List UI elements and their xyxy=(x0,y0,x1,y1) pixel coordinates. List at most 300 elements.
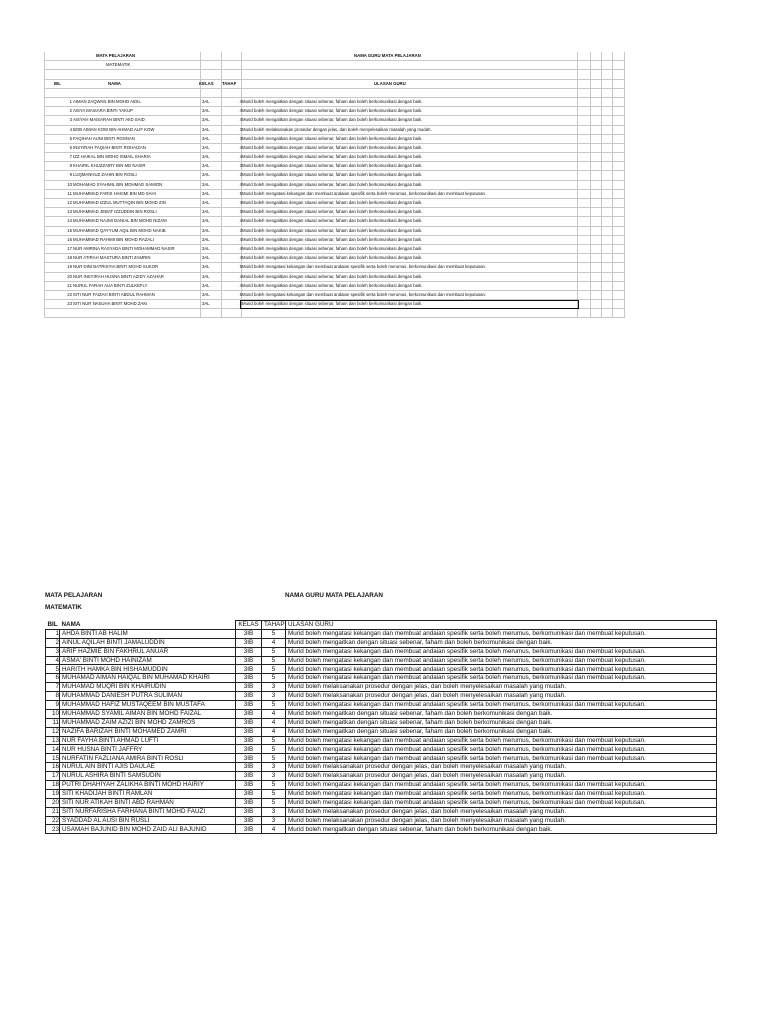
cell-nama[interactable]: INSYIRAH FAQIAH BINTI ROHAIZAN xyxy=(73,144,146,150)
cell-ulasan[interactable]: Murid boleh mengaitkan dengan situasi sebenar, faham dan boleh berkomunikasi dengan baik. xyxy=(242,117,423,123)
cell-ulasan[interactable]: Murid boleh mengaitkan dengan situasi sebenar, faham dan boleh berkomunikasi dengan baik. xyxy=(242,108,423,114)
cell-bil[interactable]: 10 xyxy=(46,709,60,718)
cell-nama[interactable]: AHDA BINTI AB HALIM xyxy=(60,629,236,638)
cell-nama[interactable]: MUHAMMAD SYAMIL AIMAN BIN MOHD FAIZAL xyxy=(60,709,236,718)
cell-kelas[interactable]: 3AL xyxy=(202,126,210,132)
column-header-kelas: KELAS xyxy=(199,80,214,86)
cell-nama[interactable]: MUHAMMAD QAYYUM AQIL BIN MOHD NAKIB xyxy=(73,227,166,233)
cell-nama[interactable]: SITI NUR ATIKAH BINTI ABD RAHMAN xyxy=(60,798,236,807)
top-empty-row[interactable] xyxy=(44,309,624,318)
cell-kelas[interactable]: 3AL xyxy=(202,255,210,261)
cell-ulasan[interactable]: Murid boleh mengatasi kekangan dan membuat andaian spesifik serta boleh merumus, berkomunikasi dan membuat keputusan. xyxy=(286,665,717,674)
table-row xyxy=(46,656,717,665)
cell-bil[interactable]: 2 xyxy=(46,638,60,647)
cell-ulasan[interactable]: Murid boleh mengaitkan dengan situasi sebenar, faham dan boleh berkomunikasi dengan baik. xyxy=(242,172,423,178)
cell-kelas[interactable]: 3IB xyxy=(236,718,262,727)
cell-tahap[interactable]: 4 xyxy=(239,98,242,104)
cell-nama[interactable]: BOB AIMAN KOW BIN AHMAD ALIF KOW xyxy=(73,126,155,132)
table-row xyxy=(44,282,624,291)
cell-ulasan[interactable]: Murid boleh mengaitkan dengan situasi sebenar, faham dan boleh berkomunikasi dengan baik. xyxy=(242,200,423,205)
cell-ulasan[interactable]: Murid boleh mengaitkan dengan situasi sebenar, faham dan boleh berkomunikasi dengan baik. xyxy=(286,638,717,647)
table-row xyxy=(46,745,717,754)
column-header-row xyxy=(46,621,717,630)
cell-kelas[interactable]: 3AL xyxy=(202,301,210,307)
cell-bil[interactable]: 13 xyxy=(46,736,60,745)
cell-kelas[interactable]: 3IB xyxy=(236,763,262,772)
table-row xyxy=(46,674,717,683)
cell-bil[interactable]: 11 xyxy=(67,190,72,196)
table-row xyxy=(46,736,717,745)
cell-bil[interactable]: 16 xyxy=(67,236,72,242)
table-row xyxy=(46,825,717,834)
cell-kelas[interactable]: 3AL xyxy=(202,218,210,224)
cell-kelas[interactable]: 3AL xyxy=(202,98,210,104)
cell-kelas[interactable]: 3IB xyxy=(236,727,262,736)
cell-ulasan[interactable]: Murid boleh mengaitkan dengan situasi sebenar, faham dan boleh berkomunikasi dengan baik. xyxy=(242,255,423,261)
teacher-name-label: NAMA GURU MATA PELAJARAN xyxy=(354,53,421,58)
cell-tahap[interactable]: 5 xyxy=(262,789,286,798)
cell-tahap[interactable]: 4 xyxy=(239,154,242,160)
top-spacer-row xyxy=(44,70,624,79)
cell-kelas[interactable]: 3IB xyxy=(236,656,262,665)
cell-tahap[interactable]: 5 xyxy=(262,745,286,754)
cell-nama[interactable]: USAMAH BAJUNID BIN MOHD ZAID ALI BAJUNID xyxy=(60,825,236,834)
cell-tahap[interactable]: 4 xyxy=(262,718,286,727)
cell-nama[interactable]: NAZIFA BARIZAH BINTI MOHAMED ZAMRI xyxy=(60,727,236,736)
cell-kelas[interactable]: 3IB xyxy=(236,701,262,710)
cell-tahap[interactable]: 3 xyxy=(262,772,286,781)
cell-nama[interactable]: MUHAMMAD NAJMI DANIAL BIN MOHD NIZAM xyxy=(73,218,167,224)
cell-ulasan[interactable]: Murid boleh mengatasi kekangan dan membuat andaian spesifik serta boleh merumus, berkomunikasi dan membuat keputusan. xyxy=(242,190,487,196)
top-header-row-2 xyxy=(44,61,624,70)
cell-tahap[interactable]: 4 xyxy=(239,273,242,279)
cell-bil[interactable]: 18 xyxy=(67,255,72,261)
cell-bil[interactable]: 22 xyxy=(67,291,72,297)
cell-bil[interactable]: 19 xyxy=(46,789,60,798)
cell-tahap[interactable]: 4 xyxy=(239,301,242,307)
cell-bil[interactable]: 23 xyxy=(67,301,72,307)
cell-tahap[interactable]: 5 xyxy=(239,264,242,270)
subject-label: MATA PELAJARAN xyxy=(96,53,136,58)
cell-ulasan[interactable]: Murid boleh mengatasi kekangan dan membuat andaian spesifik serta boleh merumus, berkomunikasi dan membuat keputusan. xyxy=(286,781,717,790)
table-row xyxy=(44,135,624,144)
cell-tahap[interactable]: 3 xyxy=(239,172,242,178)
cell-nama[interactable]: MUHAMMAD DANIESH PUTRA SULIMAN xyxy=(60,692,236,701)
cell-kelas[interactable]: 3AL xyxy=(202,154,210,160)
cell-tahap[interactable]: 3 xyxy=(239,209,242,215)
cell-nama[interactable]: LUQMANHUZ ZAHIN BIN ROSLI xyxy=(73,172,137,178)
cell-ulasan[interactable]: Murid boleh mengaitkan dengan situasi sebenar, faham dan boleh berkomunikasi dengan baik. xyxy=(242,218,423,224)
cell-bil[interactable]: 21 xyxy=(67,282,72,288)
cell-nama[interactable]: NURFATIN FAZLIANA AMIRA BINTI ROSLI xyxy=(60,754,236,763)
cell-nama[interactable]: MUHAMAD MUQRI BIN KHAIRUDIN xyxy=(60,683,236,692)
cell-tahap[interactable]: 4 xyxy=(239,245,242,251)
table-row xyxy=(46,709,717,718)
cell-nama[interactable]: SITI NUR NASUHA BINTI MOHD ZAKI xyxy=(73,301,148,307)
cell-ulasan[interactable]: Murid boleh mengatasi kekangan dan membuat andaian spesifik serta boleh merumus, berkomunikasi dan membuat keputusan. xyxy=(286,789,717,798)
cell-nama[interactable]: AINUL AQILAH BINTI JAMALUDDIN xyxy=(60,638,236,647)
cell-ulasan[interactable]: Murid boleh mengaitkan dengan situasi sebenar, faham dan boleh berkomunikasi dengan baik. xyxy=(286,825,717,834)
cell-ulasan[interactable]: Murid boleh mengaitkan dengan situasi sebenar, faham dan boleh berkomunikasi dengan baik. xyxy=(242,98,423,104)
cell-ulasan[interactable]: Murid boleh mengaitkan dengan situasi sebenar, faham dan boleh berkomunikasi dengan baik. xyxy=(242,273,423,279)
cell-ulasan[interactable]: Murid boleh melaksanakan prosedur dengan jelas, dan boleh menyelesaikan masalah yang mudah. xyxy=(286,807,717,816)
cell-nama[interactable]: NURUL FARAH AUA BINTI ZULKEFLY xyxy=(73,282,148,288)
cell-tahap[interactable]: 4 xyxy=(239,218,242,224)
table-row xyxy=(46,638,717,647)
cell-ulasan[interactable]: Murid boleh mengaitkan dengan situasi sebenar, faham dan boleh berkomunikasi dengan baik. xyxy=(242,209,423,215)
cell-kelas[interactable]: 3AL xyxy=(202,245,210,251)
cell-bil[interactable]: 9 xyxy=(69,172,72,178)
table-row xyxy=(44,245,624,254)
cell-ulasan[interactable]: Murid boleh mengaitkan dengan situasi sebenar, faham dan boleh berkomunikasi dengan baik. xyxy=(286,727,717,736)
cell-kelas[interactable]: 3AL xyxy=(202,200,210,205)
cell-bil[interactable]: 4 xyxy=(46,656,60,665)
cell-tahap[interactable]: 3 xyxy=(262,816,286,825)
table-row xyxy=(44,273,624,282)
cell-tahap[interactable]: 3 xyxy=(239,163,242,169)
cell-kelas[interactable]: 3IB xyxy=(236,807,262,816)
top-sheet xyxy=(44,52,624,318)
table-row xyxy=(46,763,717,772)
cell-tahap[interactable]: 5 xyxy=(262,781,286,790)
cell-nama[interactable]: AISYAH MAISARAH BINTI AIID SAID xyxy=(73,117,145,123)
cell-nama[interactable]: HARITH HAMKA BIN HISHAMUDDIN xyxy=(60,665,236,674)
cell-nama[interactable]: SITI NURFARISHA FARHANA BINTI MOHD FAUZI xyxy=(60,807,236,816)
cell-bil[interactable]: 3 xyxy=(46,647,60,656)
table-row xyxy=(44,98,624,107)
cell-kelas[interactable]: 3AL xyxy=(202,273,210,279)
cell-ulasan[interactable]: Murid boleh mengatasi kekangan dan membuat andaian spesifik serta boleh merumus, berkomunikasi dan membuat keputusan. xyxy=(286,798,717,807)
table-row xyxy=(46,692,717,701)
column-header-bil: BIL xyxy=(47,620,58,628)
cell-bil[interactable]: 22 xyxy=(46,816,60,825)
cell-kelas[interactable]: 3IB xyxy=(236,754,262,763)
cell-nama[interactable]: SYADDAD AL AUSI BIN RUSLI xyxy=(60,816,236,825)
cell-nama[interactable]: NURUL ASHIRA BINTI SAMSUDIN xyxy=(60,772,236,781)
table-row xyxy=(46,781,717,790)
top-header-row-1 xyxy=(44,52,624,61)
cell-bil[interactable]: 21 xyxy=(46,807,60,816)
cell-tahap[interactable]: 4 xyxy=(239,255,242,261)
table-row xyxy=(46,816,717,825)
table-row xyxy=(44,199,624,208)
cell-bil[interactable]: 15 xyxy=(46,754,60,763)
cell-kelas[interactable]: 3AL xyxy=(202,209,210,215)
cell-kelas[interactable]: 3IB xyxy=(236,638,262,647)
cell-nama[interactable]: MUHAMMAD RAHIMI BIN MOHD RAZALI xyxy=(73,236,154,242)
cell-nama[interactable]: PUTRI DHAHIYAH ZALIKHA BINTI MOHD HAIRIY xyxy=(60,781,236,790)
cell-ulasan[interactable]: Murid boleh melaksanakan prosedur dengan jelas, dan boleh menyelesaikan masalah yang mudah. xyxy=(286,772,717,781)
cell-kelas[interactable]: 3AL xyxy=(202,264,210,270)
cell-nama[interactable]: MUHAMMAD HAFIZ MUSTAQEEM BIN MUSTAFA xyxy=(60,701,236,710)
cell-bil[interactable]: 12 xyxy=(67,200,72,205)
cell-ulasan[interactable]: Murid boleh mengaitkan dengan situasi sebenar, faham dan boleh berkomunikasi dengan baik. xyxy=(286,718,717,727)
cell-bil[interactable]: 16 xyxy=(46,763,60,772)
table-row xyxy=(44,116,624,125)
cell-ulasan[interactable]: Murid boleh mengaitkan dengan situasi sebenar, faham dan boleh berkomunikasi dengan baik. xyxy=(242,245,423,251)
table-row xyxy=(44,190,624,199)
bottom-table xyxy=(45,620,717,834)
cell-nama[interactable]: AIMAN ZAQWAN BIN MOHD AIDIL xyxy=(73,98,141,104)
cell-bil[interactable]: 7 xyxy=(69,154,72,160)
cell-tahap[interactable]: 5 xyxy=(262,798,286,807)
cell-bil[interactable]: 17 xyxy=(46,772,60,781)
cell-ulasan[interactable]: Murid boleh mengatasi kekangan dan membuat andaian spesifik serta boleh merumus, berkomunikasi dan membuat keputusan. xyxy=(286,701,717,710)
cell-tahap[interactable]: 4 xyxy=(262,727,286,736)
table-row xyxy=(46,807,717,816)
cell-nama[interactable]: MUHAMMAD IZZUL MUTTAQIN BIN MOHD ZIN xyxy=(73,200,166,205)
cell-nama[interactable]: MUHAMMAD JEBAT IZZUDDIN BIN ROSLI xyxy=(73,209,157,215)
cell-ulasan[interactable]: Murid boleh mengatasi kekangan dan membuat andaian spesifik serta boleh merumus, berkomunikasi dan membuat keputusan. xyxy=(286,674,717,683)
cell-bil[interactable]: 13 xyxy=(67,209,72,215)
cell-nama[interactable]: NUR HUSNA BINTI JAFFRY xyxy=(60,745,236,754)
cell-kelas[interactable]: 3IB xyxy=(236,683,262,692)
cell-kelas[interactable]: 3IB xyxy=(236,692,262,701)
cell-nama[interactable]: SITI KHADIJAH BINTI RAMLAN xyxy=(60,789,236,798)
teacher-name-label: NAMA GURU MATA PELAJARAN xyxy=(285,592,383,599)
cell-nama[interactable]: NUR ATIRAH MASTURA BINTI ZAMRIN xyxy=(73,255,151,261)
table-row xyxy=(44,107,624,116)
cell-nama[interactable]: NUR AMRINA RASYADA BINTI MOHAMMAD NASIR xyxy=(73,245,175,251)
cell-kelas[interactable]: 3IB xyxy=(236,789,262,798)
cell-ulasan[interactable]: Murid boleh melaksanakan prosedur dengan jelas, dan boleh menyelesaikan masalah yang mudah. xyxy=(286,763,717,772)
cell-tahap[interactable]: 4 xyxy=(239,282,242,288)
column-header-tahap: TAHAP xyxy=(262,621,286,630)
cell-bil[interactable]: 8 xyxy=(46,692,60,701)
cell-kelas[interactable]: 3IB xyxy=(236,674,262,683)
cell-tahap[interactable]: 5 xyxy=(262,629,286,638)
cell-nama[interactable]: NUR INSYIRAH HUSNA BINTI AZIDY AZAHAR xyxy=(73,273,164,279)
cell-tahap[interactable]: 5 xyxy=(262,647,286,656)
cell-ulasan[interactable]: Murid boleh mengaitkan dengan situasi sebenar, faham dan boleh berkomunikasi dengan baik. xyxy=(242,227,423,233)
cell-bil[interactable]: 5 xyxy=(69,135,72,141)
cell-nama[interactable]: ASMA' BINTI MOHD HAINIZAM xyxy=(60,656,236,665)
cell-nama[interactable]: FAQIHAH AUNI BINTI ROSNAN xyxy=(73,135,135,141)
cell-ulasan[interactable]: Murid boleh mengaitkan dengan situasi sebenar, faham dan boleh berkomunikasi dengan baik. xyxy=(242,282,423,288)
cell-bil[interactable]: 20 xyxy=(67,273,72,279)
cell-tahap[interactable]: 3 xyxy=(262,763,286,772)
bottom-header xyxy=(45,590,383,614)
table-row xyxy=(44,227,624,236)
cell-bil[interactable]: 7 xyxy=(46,683,60,692)
table-row xyxy=(44,236,624,245)
cell-kelas[interactable]: 3AL xyxy=(202,291,210,297)
cell-kelas[interactable]: 3IB xyxy=(236,665,262,674)
table-row xyxy=(46,665,717,674)
table-row xyxy=(44,144,624,153)
cell-bil[interactable]: 1 xyxy=(69,98,72,104)
cell-bil[interactable]: 5 xyxy=(46,665,60,674)
top-rows xyxy=(44,98,624,309)
cell-ulasan[interactable]: Murid boleh mengatasi kekangan dan membuat andaian spesifik serta boleh merumus, berkomunikasi dan membuat keputusan. xyxy=(286,736,717,745)
cell-bil[interactable]: 18 xyxy=(46,781,60,790)
cell-bil[interactable]: 20 xyxy=(46,798,60,807)
cell-bil[interactable]: 11 xyxy=(46,718,60,727)
cell-kelas[interactable]: 3AL xyxy=(202,181,210,187)
cell-ulasan[interactable]: Murid boleh mengaitkan dengan situasi sebenar, faham dan boleh berkomunikasi dengan baik. xyxy=(242,135,423,141)
table-row xyxy=(46,789,717,798)
cell-bil[interactable]: 3 xyxy=(69,117,72,123)
column-header-ulasan: ULASAN GURU xyxy=(286,621,717,630)
cell-tahap[interactable]: 5 xyxy=(262,754,286,763)
cell-kelas[interactable]: 3IB xyxy=(236,772,262,781)
cell-bil[interactable]: 4 xyxy=(69,126,72,132)
cell-tahap[interactable]: 5 xyxy=(262,665,286,674)
subject-label: MATA PELAJARAN xyxy=(45,592,103,599)
cell-ulasan[interactable]: Murid boleh mengatasi kekangan dan membuat andaian spesifik serta boleh merumus, berkomunikasi dan membuat keputusan. xyxy=(242,291,487,297)
table-row xyxy=(44,217,624,226)
cell-nama[interactable]: AISYA MAISARA BINTI YAKUP xyxy=(73,108,133,114)
cell-tahap[interactable]: 4 xyxy=(239,181,242,187)
cell-ulasan[interactable]: Murid boleh mengatasi kekangan dan membuat andaian spesifik serta boleh merumus, berkomunikasi dan membuat keputusan. xyxy=(242,264,487,270)
cell-kelas[interactable]: 3AL xyxy=(202,117,210,123)
table-row xyxy=(46,727,717,736)
table-row xyxy=(44,208,624,217)
cell-nama[interactable]: MUHAMMAD ZAIM AZIZI BIN MOHD ZAMROS xyxy=(60,718,236,727)
cell-kelas[interactable]: 3IB xyxy=(236,781,262,790)
cell-kelas[interactable]: 3AL xyxy=(202,190,210,196)
cell-ulasan[interactable]: Murid boleh mengatasi kekangan dan membuat andaian spesifik serta boleh merumus, berkomunikasi dan membuat keputusan. xyxy=(286,754,717,763)
cell-nama[interactable]: NURUL AIN BINTI AJIS DAULAE xyxy=(60,763,236,772)
cell-bil[interactable]: 14 xyxy=(46,745,60,754)
cell-nama[interactable]: MOHAMAD SYAHMIL BIN MOHMAD SAMION xyxy=(73,181,163,187)
cell-ulasan[interactable]: Murid boleh melaksanakan prosedur dengan jelas, dan boleh menyelesaikan masalah yang mudah. xyxy=(286,816,717,825)
cell-bil[interactable]: 19 xyxy=(67,264,72,270)
cell-kelas[interactable]: 3AL xyxy=(202,227,210,233)
cell-nama[interactable]: KHAIRIL KHUZZAIRY BIN MD NASIR xyxy=(73,163,146,169)
top-spacer-row xyxy=(44,89,624,98)
table-row xyxy=(44,263,624,272)
cell-tahap[interactable]: 3 xyxy=(262,807,286,816)
column-header-nama: NAMA xyxy=(108,80,121,86)
table-row xyxy=(44,153,624,162)
cell-bil[interactable]: 2 xyxy=(69,108,72,114)
table-row xyxy=(44,126,624,135)
cell-tahap[interactable]: 4 xyxy=(239,144,242,150)
cell-ulasan[interactable]: Murid boleh mengatasi kekangan dan membuat andaian spesifik serta boleh merumus, berkomunikasi dan membuat keputusan. xyxy=(286,656,717,665)
cell-bil[interactable]: 10 xyxy=(67,181,72,187)
cell-nama[interactable]: ARIF HAZMIE BIN FAKHRUL ANUAR xyxy=(60,647,236,656)
cell-kelas[interactable]: 3AL xyxy=(202,282,210,288)
cell-kelas[interactable]: 3AL xyxy=(202,236,210,242)
cell-tahap[interactable]: 3 xyxy=(239,135,242,141)
cell-ulasan[interactable]: Murid boleh melaksanakan prosedur dengan jelas, dan boleh menyelesaikan masalah yang mudah. xyxy=(286,683,717,692)
cell-ulasan[interactable]: Murid boleh mengatasi kekangan dan membuat andaian spesifik serta boleh merumus, berkomunikasi dan membuat keputusan. xyxy=(286,629,717,638)
cell-bil[interactable]: 6 xyxy=(46,674,60,683)
cell-tahap[interactable]: 5 xyxy=(239,291,242,297)
cell-ulasan[interactable]: Murid boleh mengaitkan dengan situasi sebenar, faham dan boleh berkomunikasi dengan baik. xyxy=(242,301,423,307)
cell-kelas[interactable]: 3IB xyxy=(236,816,262,825)
cell-tahap[interactable]: 3 xyxy=(239,126,242,132)
cell-ulasan[interactable]: Murid boleh mengaitkan dengan situasi sebenar, faham dan boleh berkomunikasi dengan baik. xyxy=(242,236,423,242)
cell-bil[interactable]: 1 xyxy=(46,629,60,638)
cell-bil[interactable]: 17 xyxy=(67,245,72,251)
cell-tahap[interactable]: 4 xyxy=(239,108,242,114)
cell-kelas[interactable]: 3IB xyxy=(236,709,262,718)
cell-kelas[interactable]: 3AL xyxy=(202,135,210,141)
cell-ulasan[interactable]: Murid boleh mengatasi kekangan dan membuat andaian spesifik serta boleh merumus, berkomunikasi dan membuat keputusan. xyxy=(286,647,717,656)
cell-nama[interactable]: MUHAMMAD FARIS HAKIMI BIN MD SAHI xyxy=(73,190,156,196)
cell-bil[interactable]: 9 xyxy=(46,701,60,710)
cell-tahap[interactable]: 4 xyxy=(262,709,286,718)
cell-bil[interactable]: 15 xyxy=(67,227,72,233)
cell-bil[interactable]: 14 xyxy=(67,218,72,224)
cell-ulasan[interactable]: Murid boleh melaksanakan prosedur dengan jelas, dan boleh menyelesaikan masalah yang mudah. xyxy=(286,692,717,701)
cell-ulasan[interactable]: Murid boleh mengaitkan dengan situasi sebenar, faham dan boleh berkomunikasi dengan baik. xyxy=(242,181,423,187)
cell-nama[interactable]: NUR FAYHA BINTI AHMAD LUFTI xyxy=(60,736,236,745)
cell-nama[interactable]: MUHAMAD AIMAN HAIQAL BIN MUHAMAD KHAIRI xyxy=(60,674,236,683)
cell-tahap[interactable]: 4 xyxy=(239,200,242,205)
table-row xyxy=(44,300,624,309)
cell-tahap[interactable]: 5 xyxy=(262,674,286,683)
column-header-nama: NAMA xyxy=(60,621,236,630)
cell-tahap[interactable]: 3 xyxy=(262,683,286,692)
cell-kelas[interactable]: 3IB xyxy=(236,745,262,754)
table-row xyxy=(44,181,624,190)
cell-nama[interactable]: NUR DINI BATRISYIA BINTI MOHD SUKOR xyxy=(73,264,159,270)
table-row xyxy=(44,171,624,180)
cell-ulasan[interactable]: Murid boleh mengaitkan dengan situasi sebenar, faham dan boleh berkomunikasi dengan baik. xyxy=(286,709,717,718)
column-header-tahap: TAHAP xyxy=(222,80,237,86)
table-row xyxy=(46,701,717,710)
cell-tahap[interactable]: 3 xyxy=(262,692,286,701)
cell-bil[interactable]: 8 xyxy=(69,163,72,169)
cell-tahap[interactable]: 4 xyxy=(239,236,242,242)
cell-bil[interactable]: 12 xyxy=(46,727,60,736)
cell-ulasan[interactable]: Murid boleh melaksanakan prosedur dengan jelas, dan boleh menyelesaikan masalah yang mudah. xyxy=(242,126,432,132)
cell-tahap[interactable]: 4 xyxy=(239,117,242,123)
cell-tahap[interactable]: 4 xyxy=(262,638,286,647)
cell-tahap[interactable]: 3 xyxy=(239,227,242,233)
cell-ulasan[interactable]: Murid boleh mengaitkan dengan situasi sebenar, faham dan boleh berkomunikasi dengan baik. xyxy=(242,154,423,160)
cell-tahap[interactable]: 5 xyxy=(262,656,286,665)
column-header-bil: BIL xyxy=(54,80,61,86)
subject-value: MATEMATIK xyxy=(106,62,131,68)
cell-tahap[interactable]: 5 xyxy=(239,190,242,196)
cell-tahap[interactable]: 4 xyxy=(262,825,286,834)
cell-tahap[interactable]: 5 xyxy=(262,736,286,745)
cell-ulasan[interactable]: Murid boleh mengatasi kekangan dan membuat andaian spesifik serta boleh merumus, berkomunikasi dan membuat keputusan. xyxy=(286,745,717,754)
cell-kelas[interactable]: 3AL xyxy=(202,163,210,169)
cell-ulasan[interactable]: Murid boleh mengaitkan dengan situasi sebenar, faham dan boleh berkomunikasi dengan baik. xyxy=(242,144,423,150)
cell-kelas[interactable]: 3IB xyxy=(236,736,262,745)
cell-bil[interactable]: 6 xyxy=(69,144,72,150)
cell-kelas[interactable]: 3AL xyxy=(202,172,210,178)
table-row xyxy=(46,718,717,727)
table-row xyxy=(46,629,717,638)
cell-nama[interactable]: IZZ HAIKAL BIN MOHD ISMAIL SHARIA xyxy=(73,154,151,160)
cell-ulasan[interactable]: Murid boleh mengaitkan dengan situasi sebenar, faham dan boleh berkomunikasi dengan baik. xyxy=(242,163,423,169)
cell-kelas[interactable]: 3IB xyxy=(236,647,262,656)
cell-kelas[interactable]: 3IB xyxy=(236,825,262,834)
table-row xyxy=(46,798,717,807)
cell-tahap[interactable]: 5 xyxy=(262,701,286,710)
table-row xyxy=(46,683,717,692)
column-header-ulasan: ULASAN GURU xyxy=(374,80,406,86)
cell-kelas[interactable]: 3AL xyxy=(202,144,210,150)
cell-bil[interactable]: 23 xyxy=(46,825,60,834)
table-row xyxy=(46,772,717,781)
column-header-kelas: KELAS xyxy=(236,621,262,630)
subject-value: MATEMATIK xyxy=(45,604,82,611)
cell-kelas[interactable]: 3AL xyxy=(202,108,210,114)
cell-kelas[interactable]: 3IB xyxy=(236,629,262,638)
cell-nama[interactable]: SITI NUR FAIZAH BINTI ABDUL RAHMAN xyxy=(73,291,155,297)
table-row xyxy=(44,291,624,300)
table-row xyxy=(44,162,624,171)
table-row xyxy=(44,254,624,263)
cell-kelas[interactable]: 3IB xyxy=(236,798,262,807)
